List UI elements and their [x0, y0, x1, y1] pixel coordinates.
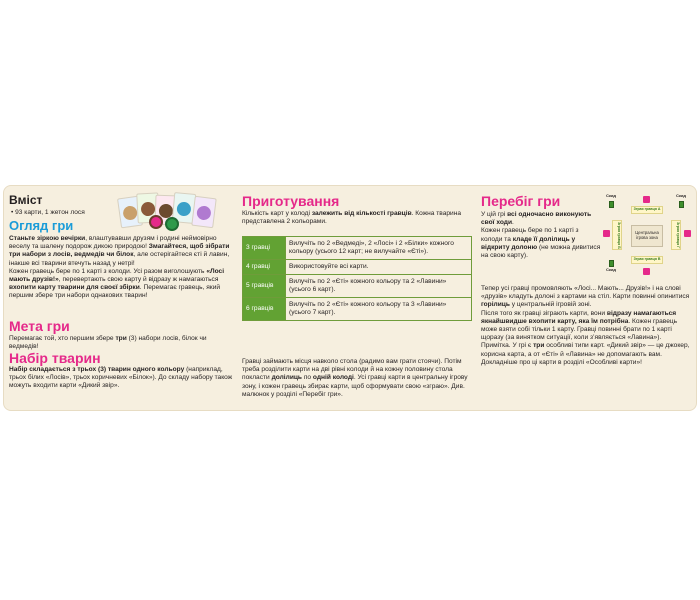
player-zone-b: Зграя гравця Б [612, 220, 622, 250]
discard-label: Скид [676, 193, 686, 198]
player-count-cell: 3 гравці [243, 237, 286, 260]
player-icon [684, 230, 691, 237]
deck-icon [609, 201, 614, 208]
goal-text: Перемагає той, хто першим збере три (3) набори лосів, білок чи ведмедів! [9, 335, 207, 351]
set-heading: Набір тварин [9, 350, 101, 366]
moose-token-icon [165, 217, 179, 231]
moose-token-icon [149, 215, 163, 229]
player-icon [643, 268, 650, 275]
player-zone-a: Зграя гравця А [631, 206, 663, 214]
player-count-cell: 5 гравців [243, 275, 286, 298]
discard-label: Скид [606, 193, 616, 198]
contents-list: • 93 карти, 1 жетон лося [11, 209, 85, 216]
gameplay-intro: У цій грі всі одночасно виконують свої ходи. Кожен гравець бере по 1 карті з колоди та кладе її долілиць у відкриту долоню (не можна дивитися на свою карту). [481, 211, 601, 260]
setup-rule-cell: Вилучіть по 2 «Єті» кожного кольору та 2 «Лавини» (усього 6 карт). [286, 275, 472, 298]
gameplay-text: Тепер усі гравці промовляють «Лосі... Мають... Друзів!» і на слові «друзів» кладуть долоні з картами на стіл. Карти повинні опинитися горілиць у центральній ігровій зоні. Після того як гравці зіграють карти, вони відразу намагаються якнайшвидше вхопити карту, яка їм потрібна. Кожен гравець може взяти собі тільки 1 карту. Гравці повинні брати по 1 карті щоразу (за винятком ситуації, коли з’являється «Лавина»). Примітка. У грі є три особливі типи карт. «Дикий звір» — це джокер, корисна карта, а от «Єті» й «Лавина» не допомагають вам. Докладніше про ці карти в розділі «Особливі карти»! [481, 285, 690, 366]
player-icon [603, 230, 610, 237]
setup-rule-cell: Використовуйте всі карти. [286, 260, 472, 275]
setup-intro: Кількість карт у колоді залежить від кількості гравців. Кожна тварина представлена 2 кольорами. [242, 210, 462, 226]
player-zone-d: Зграя гравця Г [671, 220, 681, 250]
player-count-cell: 4 гравці [243, 260, 286, 275]
central-play-zone: Центральна ігрова зона [631, 225, 663, 247]
gameplay-heading: Перебіг гри [481, 193, 561, 209]
overview-heading: Огляд гри [9, 218, 74, 233]
set-text: Набір складається з трьох (3) тварин одного кольору (наприклад, трьох білих «Лосів», трьох коричневих «Білок»). До складу набору також можуть входити карти «Дикий звір». [9, 366, 233, 390]
table-layout-diagram [601, 192, 693, 278]
player-icon [643, 196, 650, 203]
discard-label: Скид [606, 267, 616, 272]
setup-heading: Приготування [242, 193, 340, 209]
table-row [243, 275, 472, 298]
deck-icon [679, 201, 684, 208]
deck-icon [609, 260, 614, 267]
player-count-cell: 6 гравців [243, 298, 286, 321]
overview-text: Станьте зіркою вечірки, влаштувавши друзям і родині неймовірно веселу та шалену подорож дикою природою! Змагайтеся, щоб зібрати три набори з лосів, ведмедів чи білок, але остерігайтеся єті й лавин, інакше всі тварини втечуть назад у нетрі! Кожен гравець бере по 1 карті з колоди. Усі разом виголошують «Лосі мають друзів!», перевертають свою карту й відразу ж намагаються вхопити карту тварини для своєї збірки. Перемагає гравець, який першим збере три набори однакових тварин! [9, 235, 230, 300]
setup-rule-cell: Вилучіть по 2 «Єті» кожного кольору та 3 «Лавини» (усього 7 карт). [286, 298, 472, 321]
setup-after-text: Гравці займають місця навколо стола (радимо вам грати стоячи). Потім треба розділити карти на дві рівні колоди й на кожну половину стола покласти долілиць по одній колоді. Усі гравці карти в центральну ігрову зону, і кожен гравець збирає карти, щоб сформувати свою «зграю». Див. малюнок у розділі «Перебіг гри». [242, 358, 468, 398]
player-zone-c: Зграя гравця В [631, 256, 663, 264]
table-row [243, 260, 472, 275]
card-image [191, 196, 216, 228]
setup-table [242, 236, 472, 321]
components-illustration [113, 189, 237, 233]
table-row [243, 298, 472, 321]
setup-rule-cell: Вилучіть по 2 «Ведмеді», 2 «Лосі» і 2 «Білки» кожного кольору (усього 12 карт; не вилучайте «Єті»). [286, 237, 472, 260]
rules-sheet [3, 185, 697, 411]
goal-heading: Мета гри [9, 318, 70, 334]
table-row [243, 237, 472, 260]
contents-heading: Вміст [9, 193, 43, 207]
